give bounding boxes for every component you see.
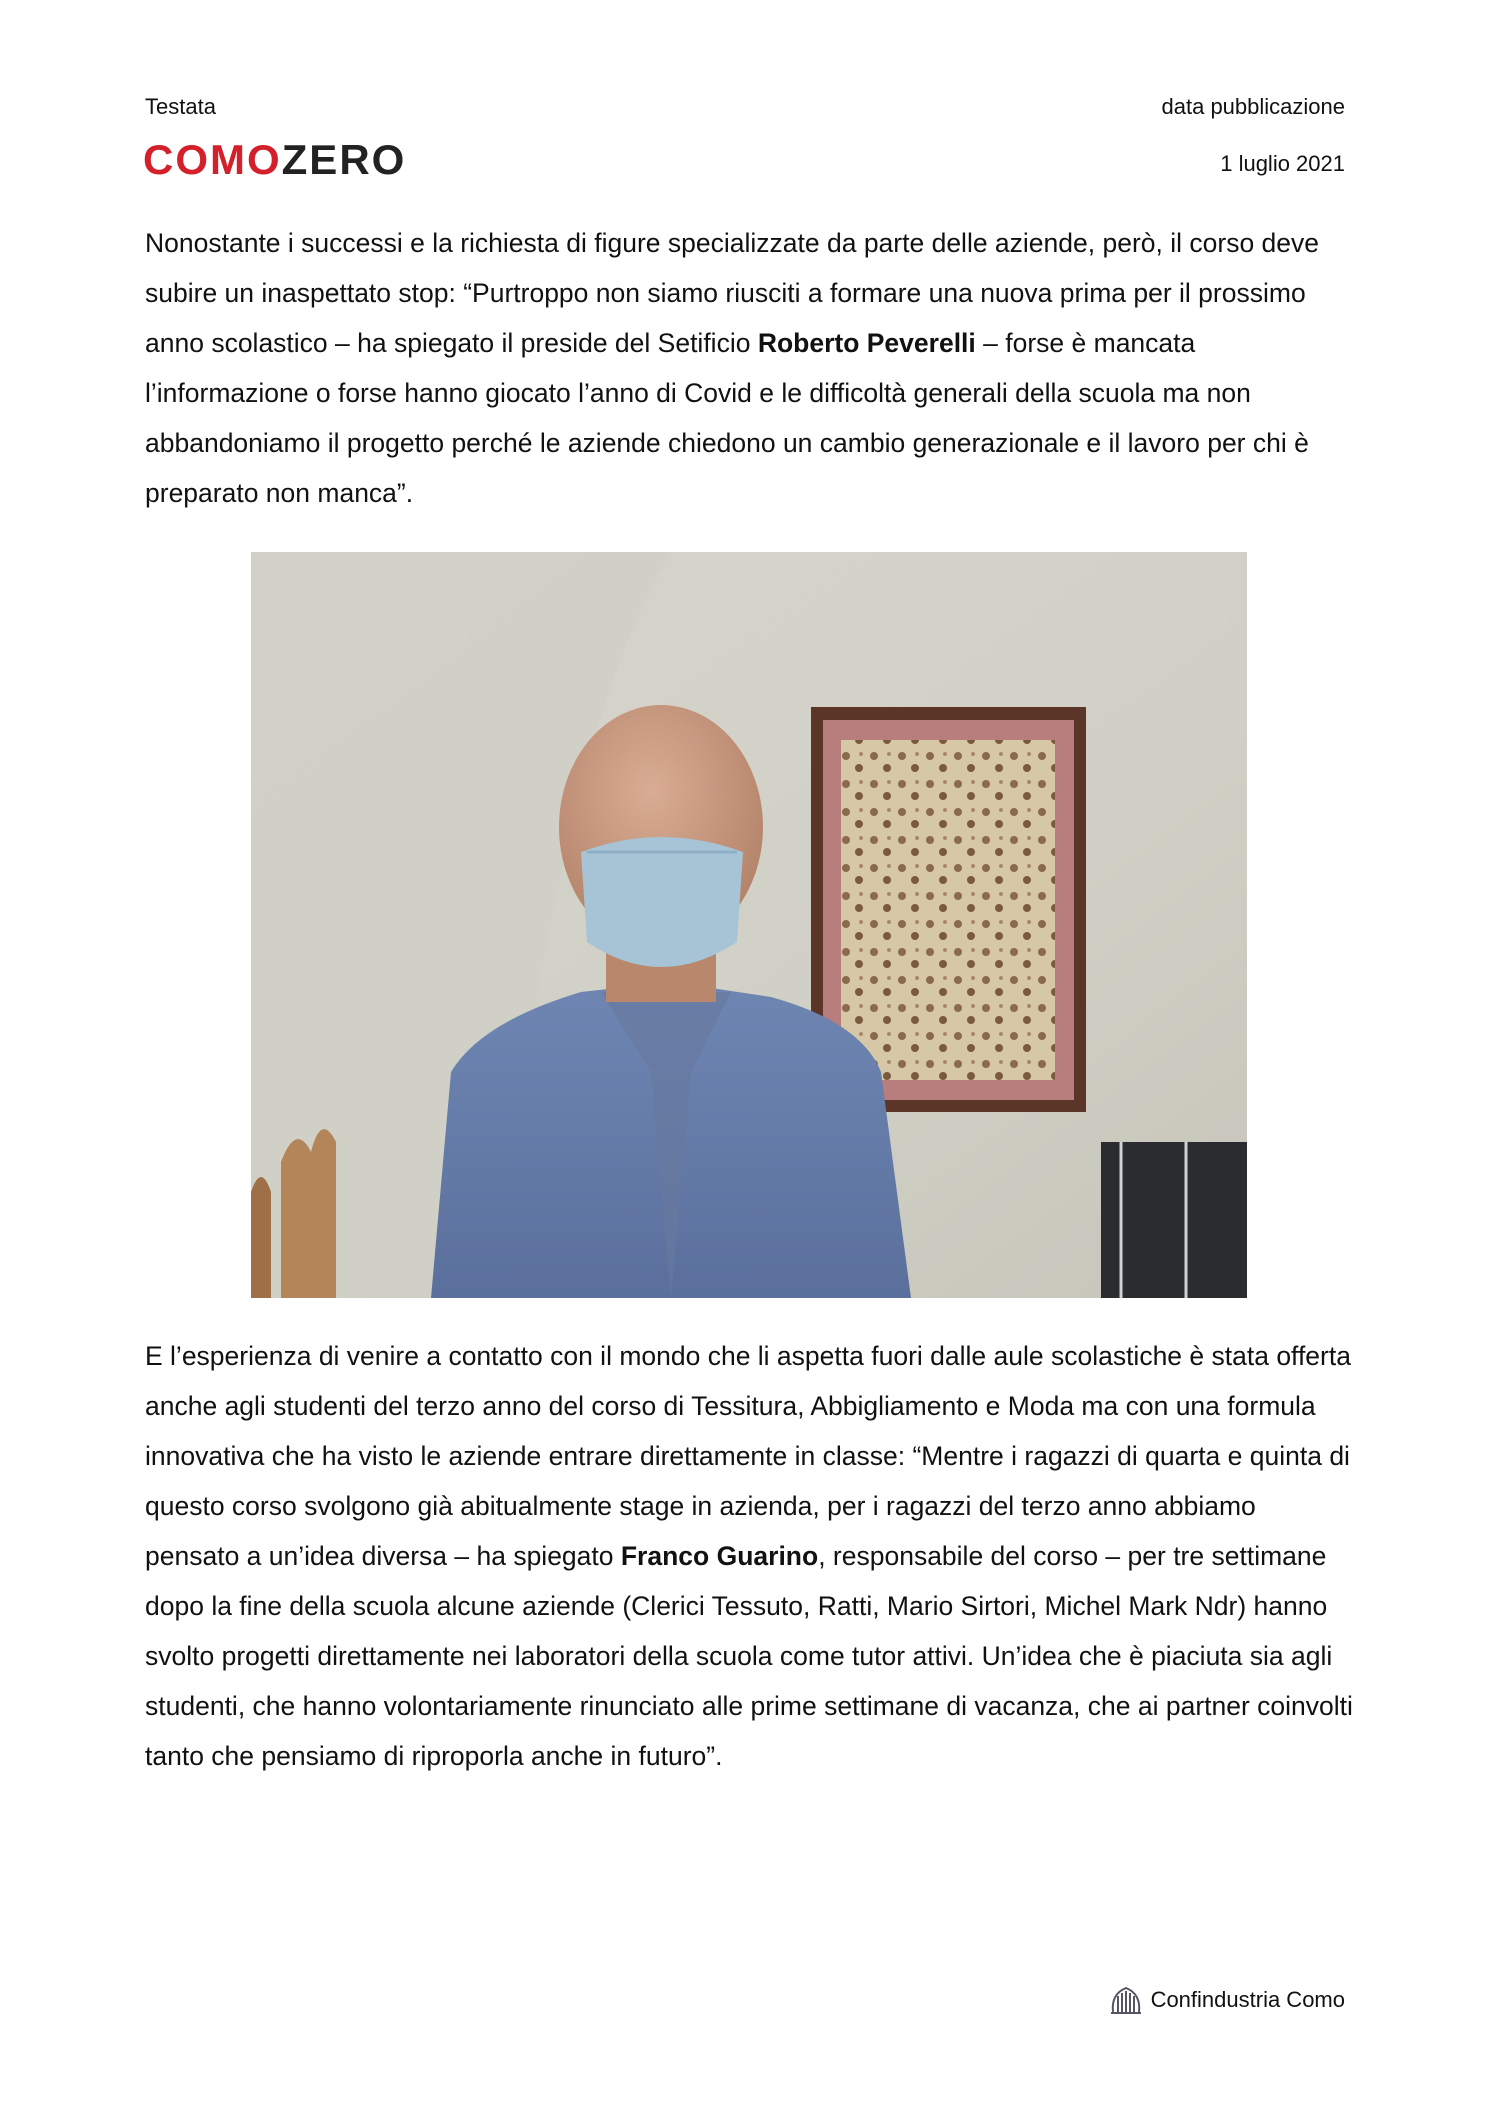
article-photo — [251, 552, 1247, 1298]
article-paragraph-2: E l’esperienza di venire a contatto con il mondo che li aspetta fuori dalle aule scolastiche è stata offerta anche agli studenti del terzo anno del corso di Tessitura, Abbigliamento e Moda ma con una formula innovativa che ha visto le aziende entrare direttamente in classe: “Mentre i ragazzi di quarta e quinta di questo corso svolgono già abitualmente stage in azienda, per i ragazzi del terzo anno abbiamo pensato a un’idea diversa – ha spiegato Franco Guarino, responsabile del corso – per tre settimane dopo la fine della scuola alcune aziende (Clerici Tessuto, Ratti, Mario Sirtori, Michel Mark Ndr) hanno svolto progetti direttamente nei laboratori della scuola come tutor attivi. Un’idea che è piaciuta sia agli studenti, che hanno volontariamente rinunciato alle prime settimane di vacanza, che ai partner coinvolti tanto che pensiamo di riproporla anche in futuro”. — [145, 1341, 1353, 1771]
person-name: Roberto Peverelli — [757, 328, 976, 358]
comozero-logo: COMOZERO — [143, 136, 407, 183]
person-name: Franco Guarino — [620, 1541, 819, 1571]
publication-date: 1 luglio 2021 — [1220, 151, 1345, 176]
testata-label: Testata — [145, 94, 216, 119]
confindustria-logo-icon — [1109, 1984, 1143, 2016]
footer — [1109, 1984, 1345, 2016]
footer-org-name: Confindustria Como — [1150, 1987, 1345, 2012]
publication-date-label: data pubblicazione — [1161, 94, 1345, 119]
article-paragraph-1: Nonostante i successi e la richiesta di figure specializzate da parte delle aziende, però, il corso deve subire un inaspettato stop: “Purtroppo non siamo riusciti a formare una nuova prima per il prossimo anno scolastico – ha spiegato il preside del Setificio Roberto Peverelli – forse è mancata l’informazione o forse hanno giocato l’anno di Covid e le difficoltà generali della scuola ma non abbandoniamo il progetto perché le aziende chiedono un cambio generazionale e il lavoro per chi è preparato non manca”. — [145, 228, 1320, 508]
